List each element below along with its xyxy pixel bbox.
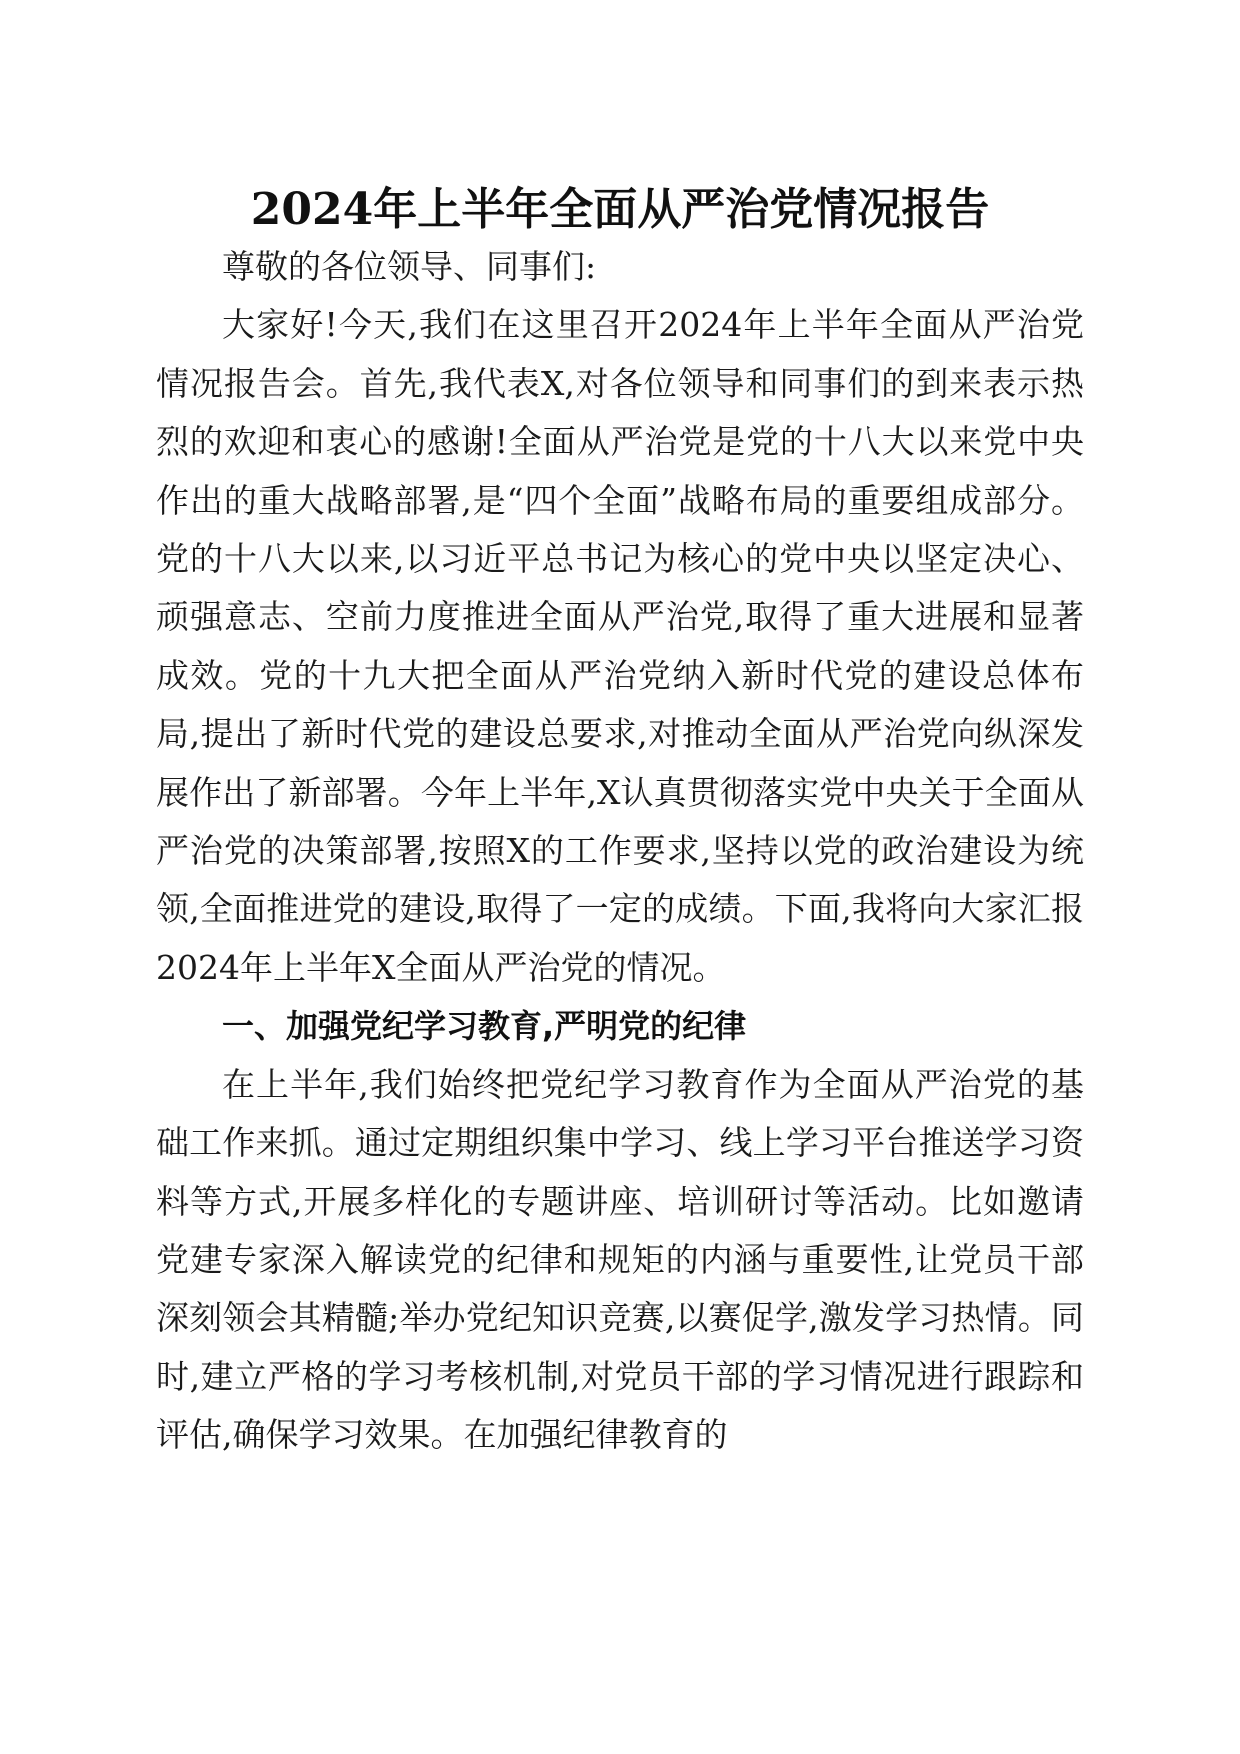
- salutation: 尊敬的各位领导、同事们:: [222, 247, 597, 286]
- document-title: 2024年上半年全面从严治党情况报告: [250, 184, 990, 235]
- section-paragraph: 在上半年,我们始终把党纪学习教育作为全面从严治党的基础工作来抓。通过定期组织集中学习、线上学习平台推送学习资料等方式,开展多样化的专题讲座、培训研讨等活动。比如邀请党建专家深入解读党的纪律和规矩的内涵与重要性,让党员干部深刻领会其精髓;举办党纪知识竞赛,以赛促学,激发学习热情。同时,建立严格的学习考核机制,对党员干部的学习情况进行跟踪和评估,确保学习效果。在加强纪律教育的: [156, 1064, 1084, 1455]
- intro-paragraph: 大家好!今天,我们在这里召开2024年上半年全面从严治党情况报告会。首先,我代表X,对各位领导和同事们的到来表示热烈的欢迎和衷心的感谢!全面从严治党是党的十八大以来党中央作出的重大战略部署,是“四个全面”战略布局的重要组成部分。党的十八大以来,以习近平总书记为核心的党中央以坚定决心、顽强意志、空前力度推进全面从严治党,取得了重大进展和显著成效。党的十九大把全面从严治党纳入新时代党的建设总体布局,提出了新时代党的建设总要求,对推动全面从严治党向纵深发展作出了新部署。今年上半年,X认真贯彻落实党中央关于全面从严治党的决策部署,按照X的工作要求,坚持以党的政治建设为统领,全面推进党的建设,取得了一定的成绩。下面,我将向大家汇报2024年上半年X全面从严治党的情况。: [156, 305, 1084, 987]
- section-heading: 一、加强党纪学习教育,严明党的纪律: [222, 1007, 747, 1046]
- document-body: [156, 238, 1084, 1465]
